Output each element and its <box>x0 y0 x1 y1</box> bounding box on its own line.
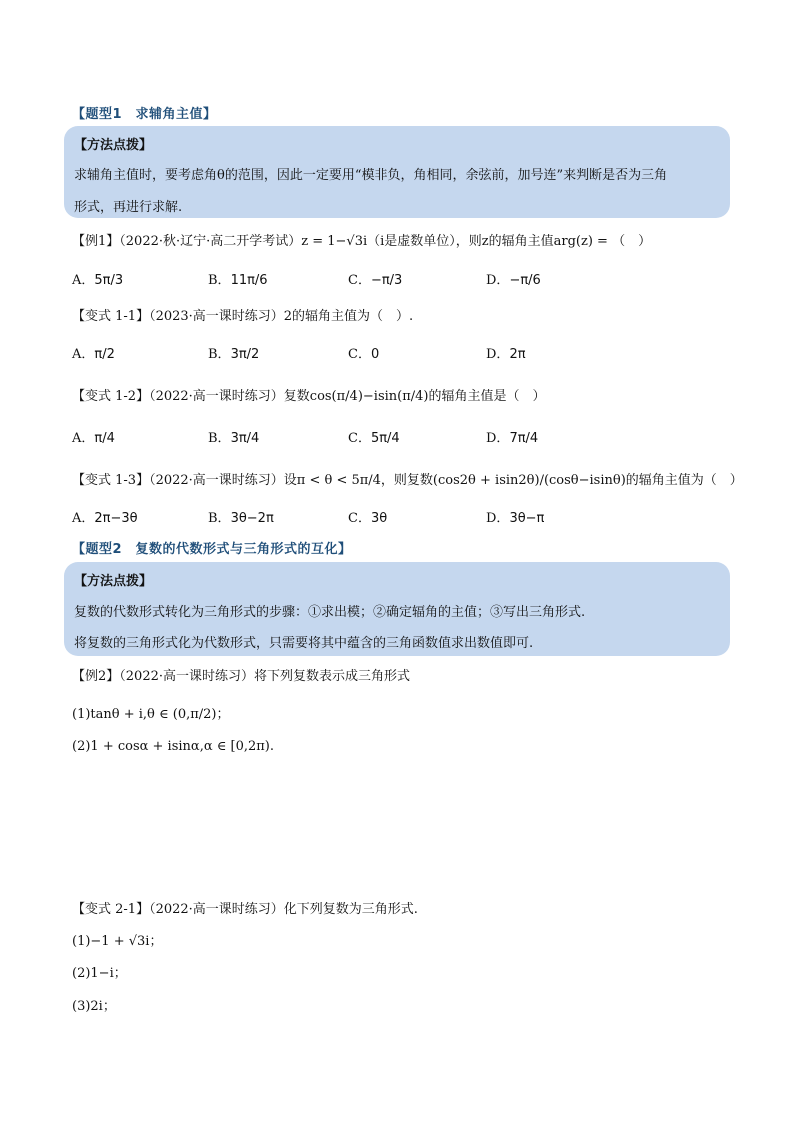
option-a: A．π/4 <box>72 431 115 446</box>
option-a: A．2π−3θ <box>72 511 138 526</box>
method-box-2 <box>64 562 730 656</box>
option-d: D．3θ−π <box>486 511 545 526</box>
example-2-question: 【例2】（2022·高一课时练习）将下列复数表示成三角形式 <box>72 669 410 684</box>
variant-2-1-item-1: (1)−1 + √3i； <box>72 934 163 949</box>
section-heading-1: 【题型1 求辅角主值】 <box>72 107 217 122</box>
variant-1-2-question: 【变式 1-2】（2022·高一课时练习）复数cos(π/4)−isin(π/4)的辐角主值是（ ） <box>72 389 546 404</box>
variant-2-1-item-2: (2)1−i； <box>72 966 127 981</box>
method-text-line-1: 复数的代数形式转化为三角形式的步骤：①求出模；②确定辐角的主值；③写出三角形式. <box>74 605 586 620</box>
method-text-line-1: 求辅角主值时，要考虑角θ的范围，因此一定要用“模非负，角相同，余弦前，加号连”来判断是否为三角 <box>74 168 668 183</box>
method-text-line-2: 将复数的三角形式化为代数形式，只需要将其中蕴含的三角函数值求出数值即可. <box>74 636 534 651</box>
option-b: B．3π/4 <box>208 431 260 446</box>
option-c: C．3θ <box>348 511 388 526</box>
example-1-question: 【例1】（2022·秋·辽宁·高二开学考试）z = 1−√3i（i是虚数单位），则z的辐角主值arg(z) = （ ） <box>72 234 652 249</box>
method-box-title: 【方法点拨】 <box>74 138 153 153</box>
variant-1-1-question: 【变式 1-1】（2023·高一课时练习）2的辐角主值为（ ）. <box>72 309 414 324</box>
variant-2-1-item-3: (3)2i； <box>72 999 116 1014</box>
option-c: C．5π/4 <box>348 431 400 446</box>
option-c: C．0 <box>348 347 380 362</box>
method-text-line-2: 形式，再进行求解. <box>74 200 183 215</box>
example-2-item-2: (2)1 + cosα + isinα,α ∈ [0,2π). <box>72 739 274 754</box>
option-d: D．2π <box>486 347 526 362</box>
option-b: B．3θ−2π <box>208 511 274 526</box>
option-a: A．5π/3 <box>72 273 124 288</box>
method-box-title: 【方法点拨】 <box>74 574 153 589</box>
option-a: A．π/2 <box>72 347 115 362</box>
variant-1-3-question: 【变式 1-3】（2022·高一课时练习）设π < θ < 5π/4，则复数(cos2θ + isin2θ)/(cosθ−isinθ)的辐角主值为（ ） <box>72 473 743 488</box>
example-2-item-1: (1)tanθ + i,θ ∈ (0,π/2)； <box>72 707 230 722</box>
option-d: D．7π/4 <box>486 431 539 446</box>
variant-2-1-question: 【变式 2-1】（2022·高一课时练习）化下列复数为三角形式. <box>72 902 418 917</box>
option-d: D．−π/6 <box>486 273 541 288</box>
option-c: C．−π/3 <box>348 273 403 288</box>
section-heading-2: 【题型2 复数的代数形式与三角形式的互化】 <box>72 542 352 557</box>
method-box-1 <box>64 126 730 218</box>
option-b: B．3π/2 <box>208 347 260 362</box>
option-b: B．11π/6 <box>208 273 268 288</box>
